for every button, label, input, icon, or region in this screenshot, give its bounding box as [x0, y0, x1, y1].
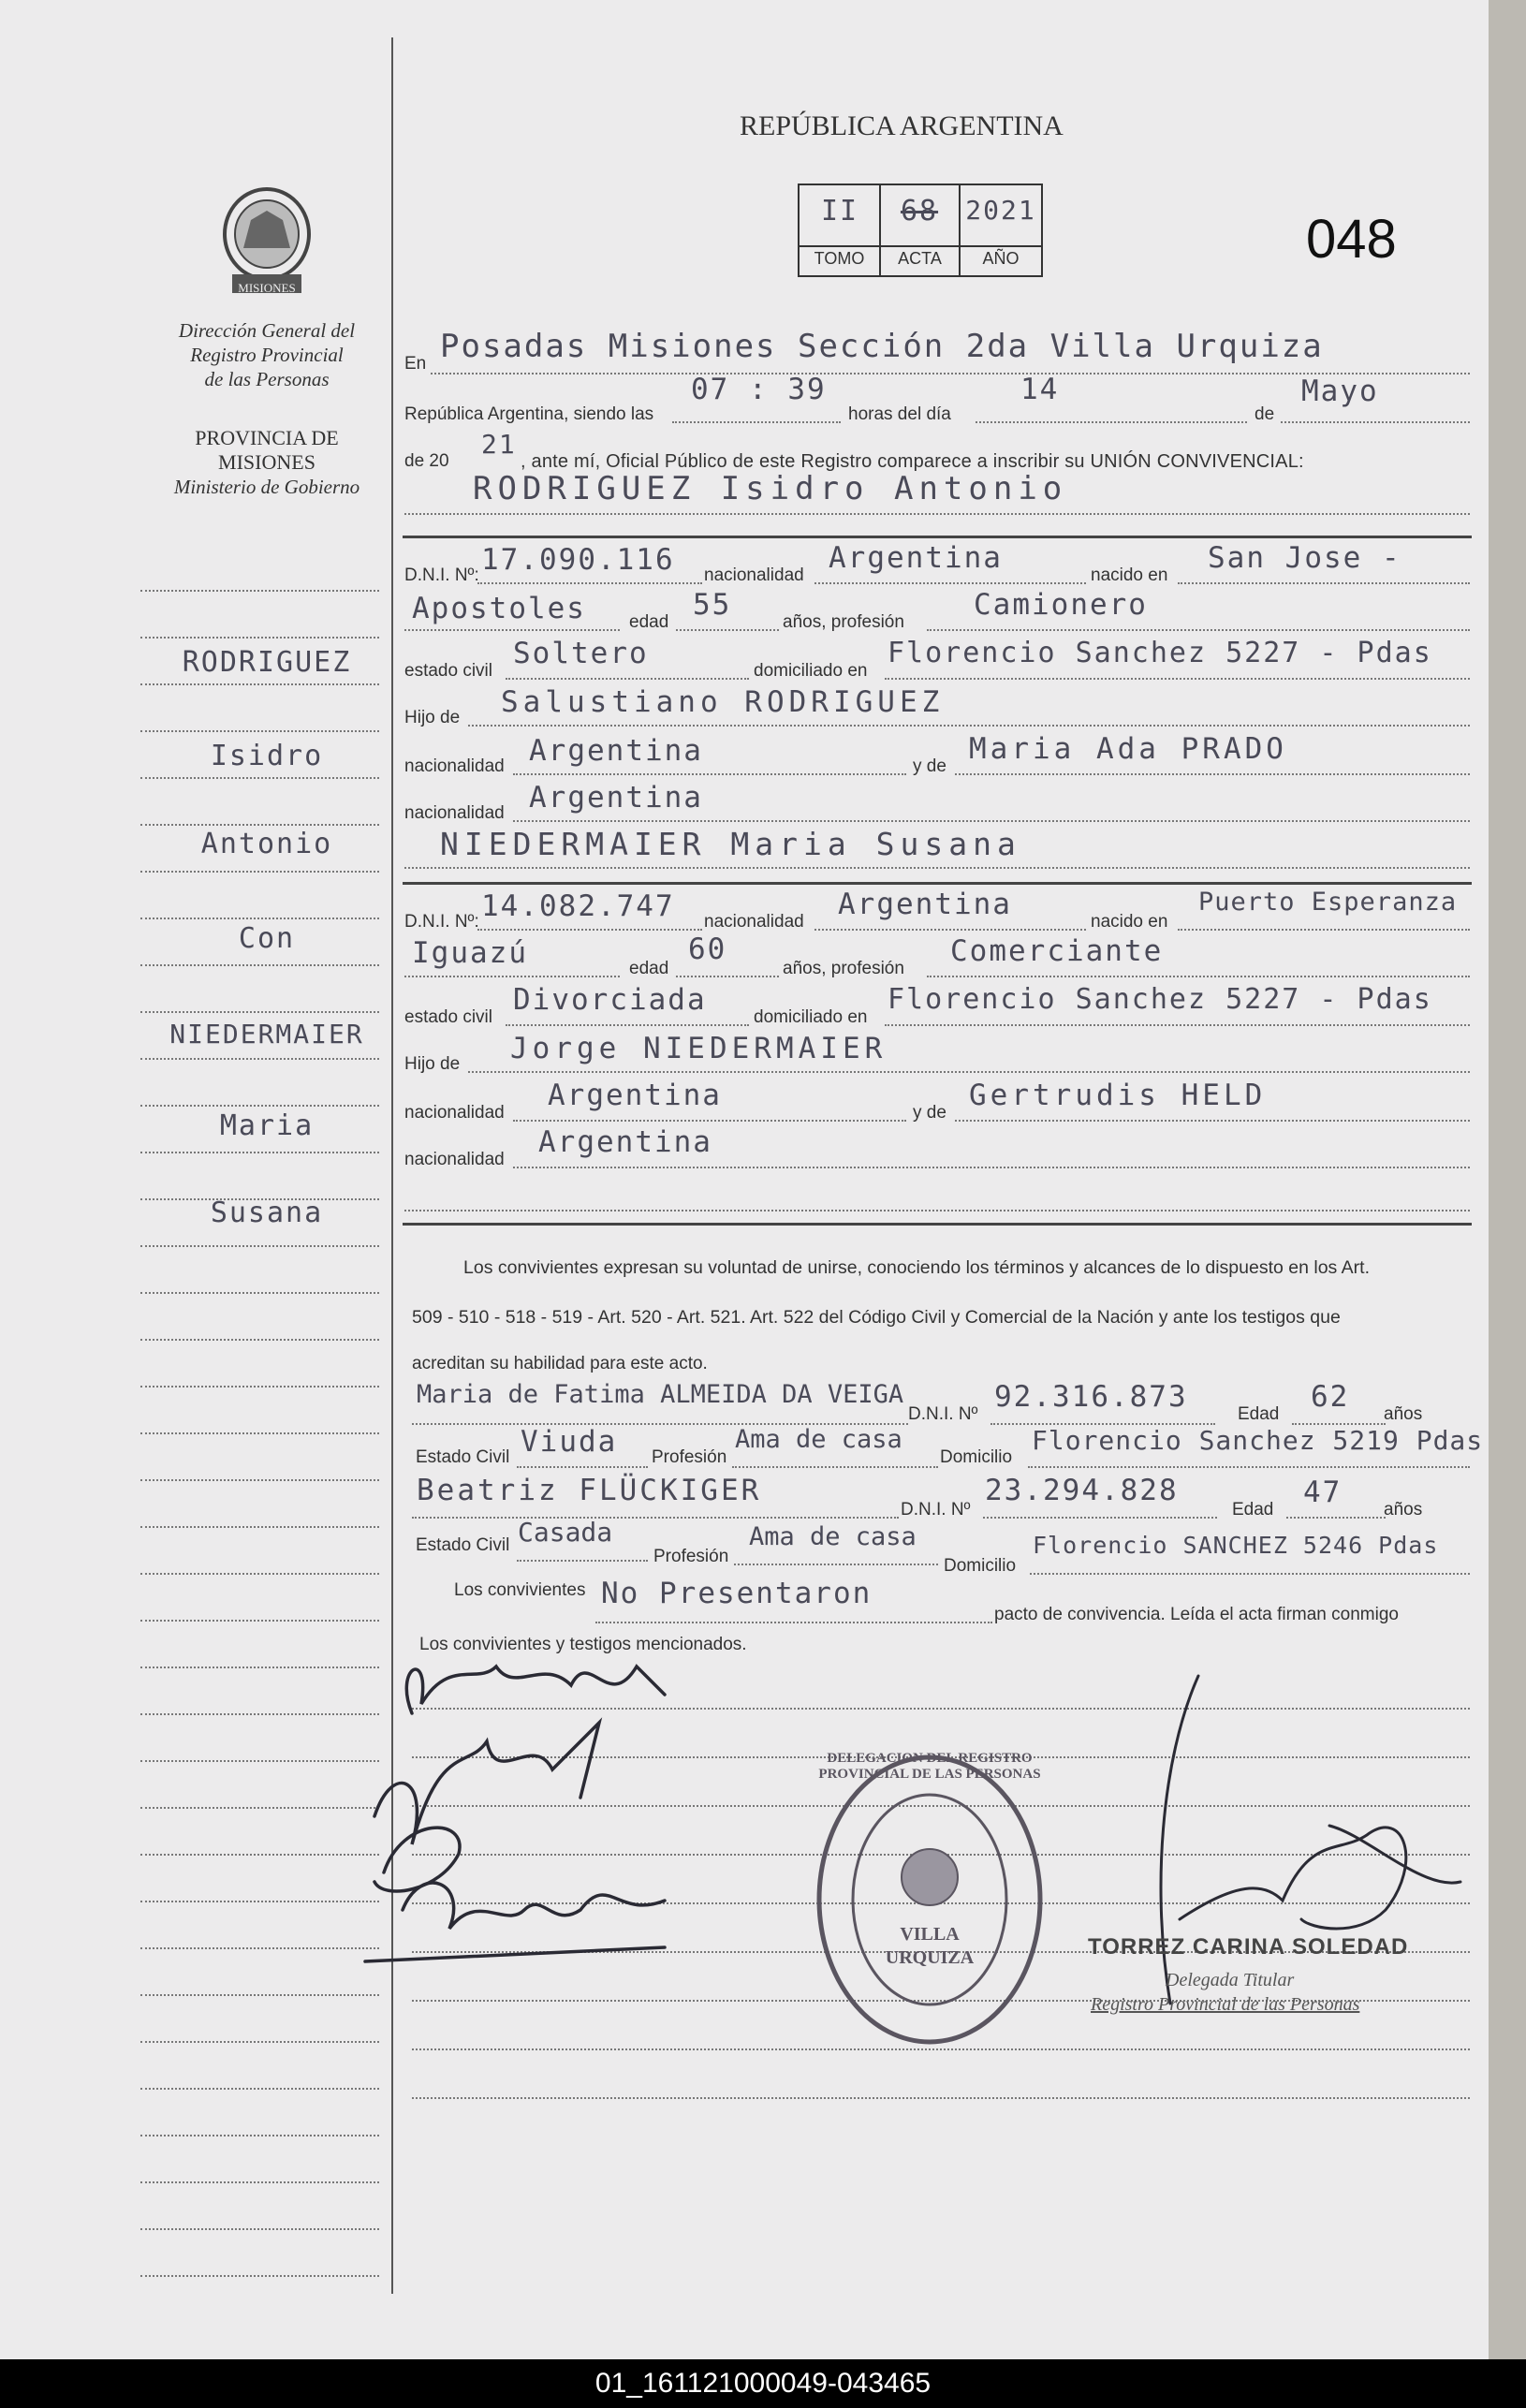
- p1-nationality-value: Argentina: [829, 541, 1003, 575]
- sidebar-ruled-line: [140, 2275, 379, 2277]
- sidebar-ruled-line: [140, 1479, 379, 1481]
- p2-mother-nationality-label: nacionalidad: [404, 1150, 505, 1169]
- p1-birthplace-2: Apostoles: [412, 592, 586, 625]
- closing-line-2: Los convivientes y testigos mencionados.: [419, 1635, 747, 1654]
- p2-age-label: edad: [629, 959, 669, 978]
- p2-nationality-value: Argentina: [838, 888, 1012, 921]
- stamp-center-1: VILLA: [900, 1924, 960, 1945]
- p1-dni-value: 17.090.116: [481, 543, 675, 577]
- p1-birthplace-label: nacido en: [1091, 565, 1168, 585]
- p2-nationality-label: nacionalidad: [704, 912, 804, 932]
- sidebar-surname-2: NIEDERMAIER: [169, 1019, 364, 1050]
- sidebar-ruled-line: [140, 730, 379, 732]
- statement-text: , ante mí, Oficial Público de este Registro comparece a inscribir su UNIÓN CONVIVENCIAL:: [521, 451, 1304, 472]
- w1-age-value: 62: [1311, 1380, 1350, 1414]
- w2-dni-value: 23.294.828: [985, 1474, 1179, 1507]
- sidebar-ruled-line: [140, 1760, 379, 1762]
- pact-value: No Presentaron: [601, 1577, 873, 1610]
- p2-address-value: Florencio Sanchez 5227 - Pdas: [888, 983, 1432, 1016]
- p2-civil-status-label: estado civil: [404, 1007, 492, 1027]
- place-value: Posadas Misiones Sección 2da Villa Urquiza: [440, 328, 1324, 365]
- witness2-name: Beatriz FLÜCKIGER: [417, 1474, 762, 1507]
- official-title: Delegada Titular: [1166, 1970, 1295, 1990]
- section-rule-1: [403, 536, 1472, 538]
- sidebar-ruled-line: [140, 1947, 379, 1949]
- legal-text-line-3: acreditan su habilidad para este acto.: [412, 1354, 708, 1373]
- book-spine: [1489, 0, 1526, 2359]
- sidebar-middle-name-2: Susana: [210, 1197, 324, 1229]
- p1-civil-status-value: Soltero: [513, 637, 649, 670]
- w2-profession-label: Profesión: [653, 1547, 729, 1566]
- sidebar-ruled-line: [140, 1386, 379, 1388]
- sidebar-ruled-line: [140, 2088, 379, 2090]
- p1-father-nationality-value: Argentina: [529, 734, 703, 768]
- sidebar-ruled-line: [140, 1432, 379, 1434]
- p2-father-value: Jorge NIEDERMAIER: [510, 1032, 888, 1065]
- w2-address-label: Domicilio: [944, 1556, 1017, 1576]
- sidebar-ruled-line: [140, 1339, 379, 1341]
- registry-stamp: [813, 1751, 1047, 2048]
- p1-mother-label: y de: [913, 756, 946, 776]
- signature-ruled-line: [412, 2048, 1470, 2050]
- sidebar-ruled-line: [140, 1854, 379, 1856]
- p1-dni-label: D.N.I. Nº:: [404, 565, 479, 585]
- sidebar-ruled-line: [140, 637, 379, 639]
- de-label: de: [1255, 404, 1275, 424]
- en-label: En: [404, 354, 427, 374]
- w2-address-value: Florencio SANCHEZ 5246 Pdas: [1033, 1532, 1439, 1559]
- w1-dni-label: D.N.I. Nº: [908, 1404, 978, 1424]
- w2-civil-status-value: Casada: [518, 1517, 613, 1548]
- w1-age-label: Edad: [1238, 1404, 1280, 1424]
- w1-civil-status-value: Viuda: [521, 1425, 618, 1459]
- p1-father-value: Salustiano RODRIGUEZ: [501, 685, 945, 719]
- sidebar-ruled-line: [140, 2228, 379, 2230]
- sidebar-ruled-line: [140, 1901, 379, 1902]
- anio-label: AÑO: [982, 249, 1020, 268]
- tomo-acta-box: [798, 184, 1043, 277]
- anio-value: 2021: [965, 195, 1036, 226]
- p1-address-label: domiciliado en: [754, 661, 868, 681]
- person1-name: RODRIGUEZ Isidro Antonio: [473, 470, 1068, 507]
- sidebar-ruled-line: [140, 1994, 379, 1996]
- sidebar-ruled-line: [140, 1245, 379, 1247]
- p2-mother-label: y de: [913, 1103, 946, 1123]
- sidebar-ruled-line: [140, 1667, 379, 1668]
- p2-birthplace-1: Puerto Esperanza: [1198, 888, 1458, 917]
- sidebar-ruled-line: [140, 1105, 379, 1107]
- signature-ruled-line: [412, 2097, 1470, 2099]
- stamp-ring-text: DELEGACION DEL REGISTRO PROVINCIAL DE LAS PERSONAS: [818, 1751, 1041, 1782]
- p2-age-value: 60: [688, 932, 727, 966]
- p1-profession-label: años, profesión: [783, 612, 904, 632]
- p2-mother-nationality-value: Argentina: [538, 1125, 712, 1159]
- p1-civil-status-label: estado civil: [404, 661, 492, 681]
- sidebar-ruled-line: [140, 1011, 379, 1013]
- w2-age-label: Edad: [1232, 1500, 1274, 1520]
- person2-name: NIEDERMAIER Maria Susana: [440, 826, 1021, 862]
- p1-mother-nationality-label: nacionalidad: [404, 803, 505, 823]
- sidebar-ruled-line: [140, 1058, 379, 1060]
- w1-dni-value: 92.316.873: [994, 1380, 1188, 1414]
- signatures-icon: [356, 1629, 749, 1985]
- republica-label: República Argentina, siendo las: [404, 404, 654, 424]
- p1-age-label: edad: [629, 612, 669, 632]
- p1-father-nationality-label: nacionalidad: [404, 756, 505, 776]
- w1-profession-label: Profesión: [652, 1447, 727, 1467]
- legal-text-line-2: 509 - 510 - 518 - 519 - Art. 520 - Art. 521. Art. 522 del Código Civil y Comercial de la Nación y ante los testigos que: [412, 1307, 1341, 1328]
- section-rule-2: [403, 882, 1472, 885]
- legal-text-line-1: Los convivientes expresan su voluntad de unirse, conociendo los términos y alcances de lo dispuesto en los Art.: [463, 1257, 1370, 1278]
- sidebar-connector: Con: [238, 922, 296, 955]
- horas-label: horas del día: [848, 404, 951, 424]
- w1-profession-value: Ama de casa: [735, 1425, 902, 1454]
- province-name: PROVINCIA DE MISIONES Ministerio de Gobierno: [173, 426, 360, 498]
- tomo-value: II: [820, 195, 859, 228]
- month-value: Mayo: [1301, 374, 1379, 408]
- logo-text: MISIONES: [238, 281, 296, 295]
- section-rule-3: [403, 1223, 1472, 1226]
- p2-profession-label: años, profesión: [783, 959, 904, 978]
- p2-dni-value: 14.082.747: [481, 889, 675, 923]
- p2-civil-status-value: Divorciada: [513, 983, 707, 1017]
- p1-age-value: 55: [693, 588, 732, 622]
- p1-mother-nationality-value: Argentina: [529, 781, 703, 815]
- sidebar-ruled-line: [140, 1620, 379, 1622]
- w2-years-label: años: [1384, 1500, 1423, 1520]
- sidebar-ruled-line: [140, 1713, 379, 1715]
- p2-dni-label: D.N.I. Nº:: [404, 912, 479, 932]
- official-signature-icon: [1123, 1648, 1479, 2022]
- sidebar-ruled-line: [140, 918, 379, 919]
- sidebar-ruled-line: [140, 1526, 379, 1528]
- agency-name: Dirección General del Registro Provincial de las Personas: [178, 319, 356, 390]
- stamp-center-2: URQUIZA: [885, 1947, 975, 1968]
- sidebar-ruled-line: [140, 964, 379, 966]
- w1-civil-status-label: Estado Civil: [416, 1447, 510, 1467]
- year-suffix-value: 21: [481, 429, 517, 460]
- official-name: TORREZ CARINA SOLEDAD: [1088, 1934, 1409, 1960]
- time-value: 07 : 39: [691, 373, 827, 406]
- witness1-name: Maria de Fatima ALMEIDA DA VEIGA: [417, 1380, 904, 1409]
- p2-father-nationality-value: Argentina: [548, 1079, 722, 1112]
- p2-profession-value: Comerciante: [950, 934, 1164, 968]
- sidebar-ruled-line: [140, 824, 379, 826]
- p2-birthplace-2: Iguazú: [412, 936, 528, 970]
- sidebar-surname-1: RODRIGUEZ: [182, 646, 352, 679]
- convivientes-label: Los convivientes: [454, 1580, 586, 1600]
- p1-profession-value: Camionero: [974, 588, 1148, 622]
- official-org: Registro Provincial de las Personas: [1091, 1994, 1360, 2015]
- sidebar-first-name-1: Isidro: [210, 740, 324, 772]
- p1-mother-value: Maria Ada PRADO: [969, 732, 1287, 766]
- acta-value: 68: [900, 195, 939, 228]
- country-heading: REPÚBLICA ARGENTINA: [740, 110, 1064, 141]
- sidebar-ruled-line: [140, 683, 379, 685]
- sidebar-first-name-2: Maria: [219, 1109, 315, 1142]
- w2-age-value: 47: [1303, 1476, 1343, 1509]
- sidebar-ruled-line: [140, 2181, 379, 2183]
- sidebar-ruled-line: [140, 1573, 379, 1575]
- w1-years-label: años: [1384, 1404, 1423, 1424]
- w2-civil-status-label: Estado Civil: [416, 1535, 510, 1555]
- p2-mother-value: Gertrudis HELD: [969, 1079, 1267, 1112]
- p2-father-label: Hijo de: [404, 1054, 461, 1074]
- p2-address-label: domiciliado en: [754, 1007, 868, 1027]
- sidebar-ruled-line: [140, 871, 379, 873]
- sidebar-ruled-line: [140, 2041, 379, 2043]
- sidebar-ruled-line: [140, 777, 379, 779]
- day-value: 14: [1020, 373, 1060, 406]
- p1-father-label: Hijo de: [404, 708, 461, 727]
- sidebar-ruled-line: [140, 590, 379, 592]
- year-prefix: de 20: [404, 451, 449, 471]
- sidebar-ruled-line: [140, 2135, 379, 2136]
- sidebar-ruled-line: [140, 1292, 379, 1294]
- w1-address-value: Florencio Sanchez 5219 Pdas: [1032, 1425, 1484, 1456]
- p2-birthplace-label: nacido en: [1091, 912, 1168, 932]
- pact-label: pacto de convivencia. Leída el acta firman conmigo: [994, 1605, 1399, 1624]
- w2-dni-label: D.N.I. Nº: [901, 1500, 971, 1520]
- acta-label: ACTA: [898, 249, 942, 268]
- p1-birthplace-1: San Jose -: [1208, 541, 1401, 575]
- sidebar-ruled-line: [140, 1152, 379, 1153]
- w1-address-label: Domicilio: [940, 1447, 1013, 1467]
- sidebar-middle-name-1: Antonio: [200, 828, 333, 860]
- p1-address-value: Florencio Sanchez 5227 - Pdas: [888, 637, 1432, 669]
- w2-profession-value: Ama de casa: [749, 1522, 917, 1551]
- page-number: 048: [1306, 209, 1397, 270]
- file-id-footer: 01_161121000049-043465: [0, 2359, 1526, 2408]
- p1-nationality-label: nacionalidad: [704, 565, 804, 585]
- p2-father-nationality-label: nacionalidad: [404, 1103, 505, 1123]
- tomo-label: TOMO: [814, 249, 865, 268]
- sidebar-ruled-line: [140, 1807, 379, 1809]
